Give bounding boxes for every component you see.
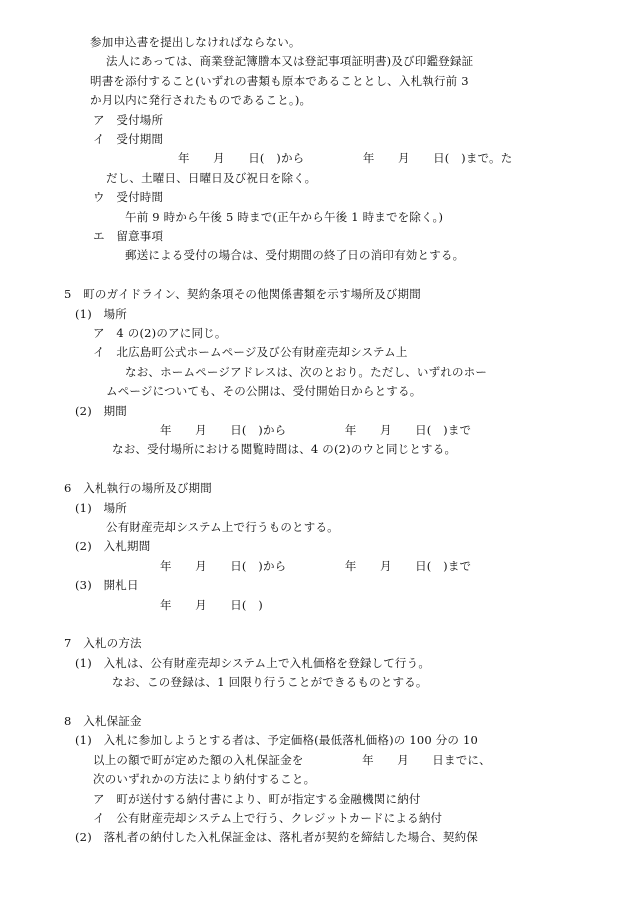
text-line: 年 月 日( )から 年 月 日( )まで。た — [178, 151, 513, 165]
text-line: なお、受付場所における閲覧時間は、4 の(2)のウと同じとする。 — [112, 442, 457, 456]
text-line: なお、この登録は、1 回限り行うことができるものとする。 — [112, 675, 428, 689]
text-line: イ 北広島町公式ホームページ及び公有財産売却システム上 — [93, 345, 408, 359]
text-line: (1) 場所 — [75, 501, 127, 515]
text-line: ムページについても、その公開は、受付開始日からとする。 — [106, 384, 422, 398]
section-heading: 6 入札執行の場所及び期間 — [64, 481, 212, 495]
text-line: 参加申込書を提出しなければならない。 — [90, 35, 301, 49]
text-line: 年 月 日( )から 年 月 日( )まで — [160, 423, 472, 437]
section-heading: 7 入札の方法 — [64, 636, 142, 650]
text-line: イ 公有財産売却システム上で行う、クレジットカードによる納付 — [93, 811, 443, 825]
text-line: 次のいずれかの方法により納付すること。 — [93, 772, 316, 786]
text-line: ア 町が送付する納付書により、町が指定する金融機関に納付 — [93, 792, 421, 806]
text-line: (2) 期間 — [75, 404, 127, 418]
text-line: だし、土曜日、日曜日及び祝日を除く。 — [106, 171, 317, 185]
text-line: なお、ホームページアドレスは、次のとおり。ただし、いずれのホー — [125, 365, 488, 379]
text-line: エ 留意事項 — [93, 229, 164, 243]
text-line: 年 月 日( ) — [160, 598, 263, 612]
text-line: 午前 9 時から午後 5 時まで(正午から午後 1 時までを除く。) — [125, 210, 444, 224]
text-line: イ 受付期間 — [93, 132, 164, 146]
text-line: ア 受付場所 — [93, 113, 164, 127]
text-line: (3) 開札日 — [75, 578, 139, 592]
text-line: か月以内に発行されたものであること。)。 — [90, 93, 312, 107]
text-line: (2) 落札者の納付した入札保証金は、落札者が契約を締結した場合、契約保 — [75, 830, 478, 844]
section-heading: 8 入札保証金 — [64, 714, 142, 728]
text-line: 公有財産売却システム上で行うものとする。 — [106, 520, 339, 534]
text-line: 郵送による受付の場合は、受付期間の終了日の消印有効とする。 — [125, 248, 465, 262]
text-line: (1) 入札は、公有財産売却システム上で入札価格を登録して行う。 — [75, 656, 431, 670]
text-line: 法人にあっては、商業登記簿謄本又は登記事項証明書)及び印鑑登録証 — [106, 54, 474, 68]
text-line: 以上の額で町が定めた額の入札保証金を 年 月 日までに、 — [93, 753, 491, 767]
section-heading: 5 町のガイドライン、契約条項その他関係書類を示す場所及び期間 — [64, 287, 421, 301]
text-line: ア 4 の(2)のアに同じ。 — [93, 326, 227, 340]
text-line: ウ 受付時間 — [93, 190, 164, 204]
text-line: (1) 場所 — [75, 307, 127, 321]
text-line: 明書を添付すること(いずれの書類も原本であることとし、入札執行前 3 — [90, 74, 469, 88]
text-line: (1) 入札に参加しようとする者は、予定価格(最低落札価格)の 100 分の 10 — [75, 733, 479, 747]
text-line: 年 月 日( )から 年 月 日( )まで — [160, 559, 472, 573]
text-line: (2) 入札期間 — [75, 539, 151, 553]
